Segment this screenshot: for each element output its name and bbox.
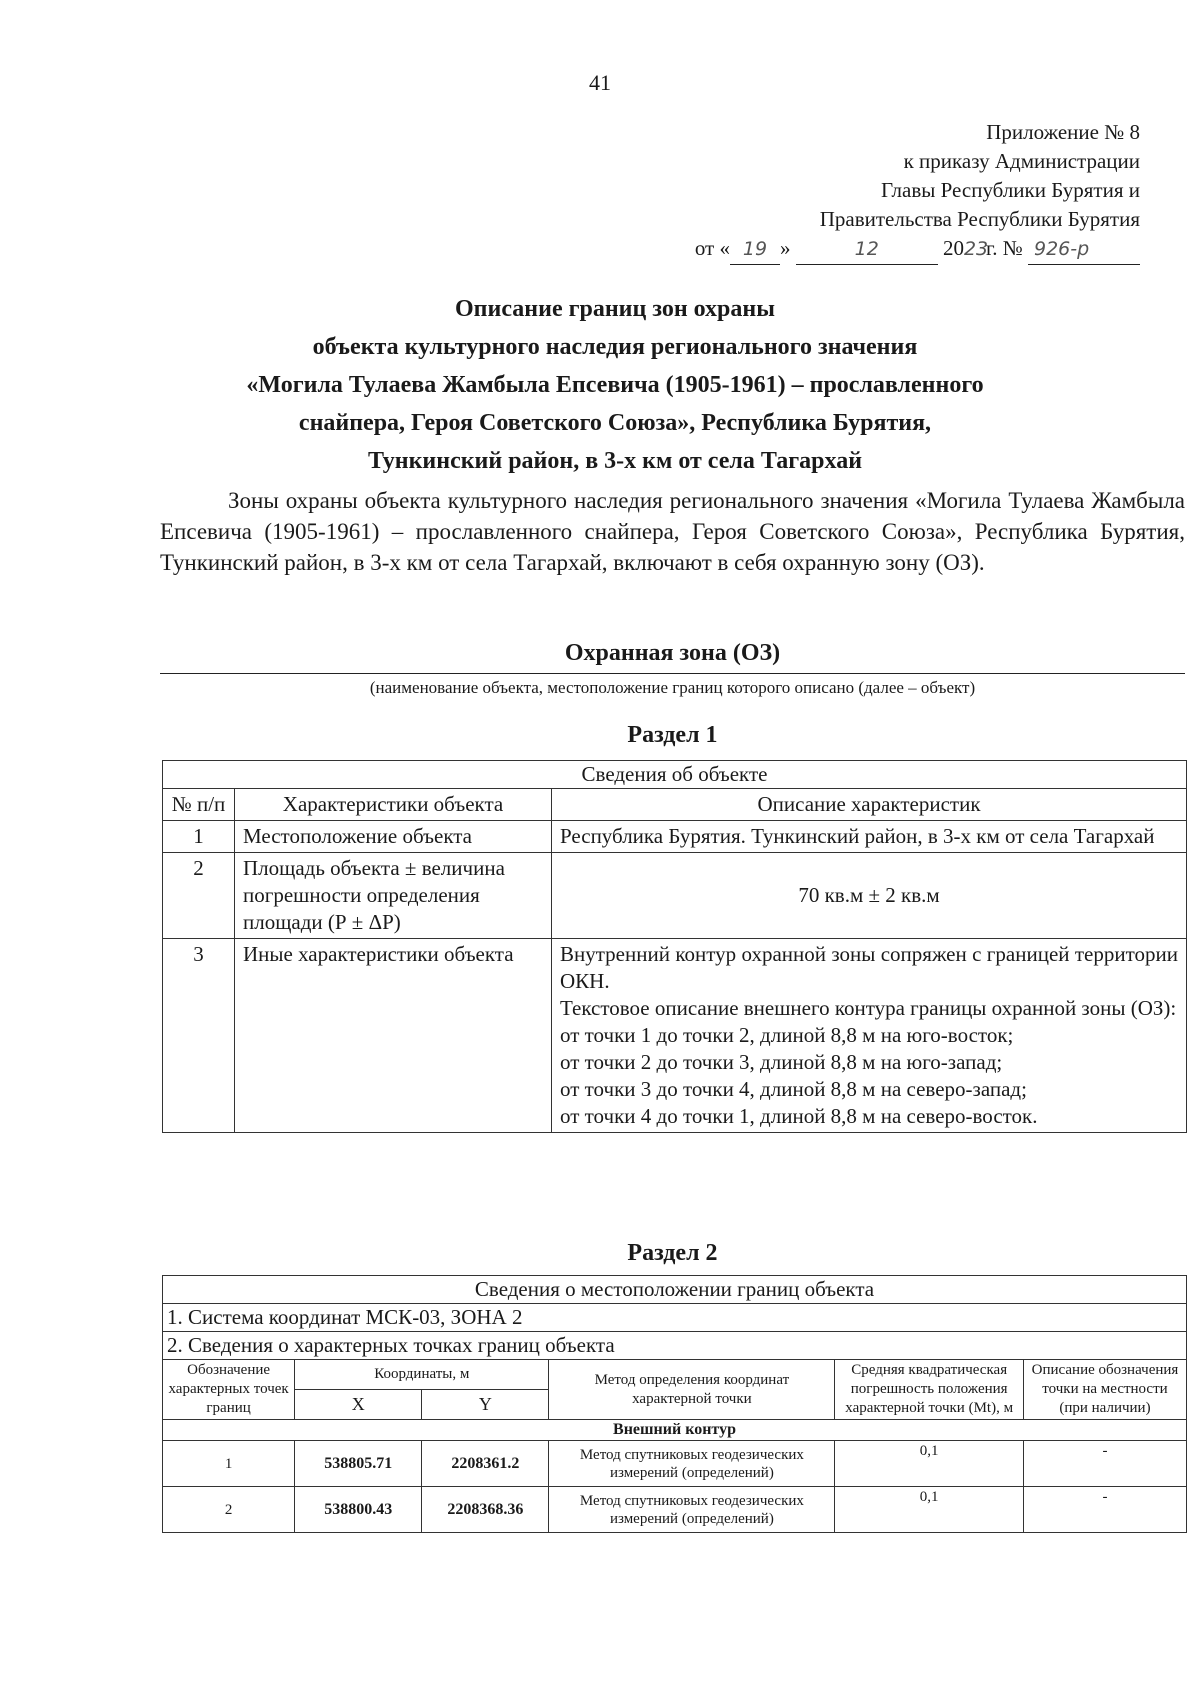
value-line: от точки 3 до точки 4, длиной 8,8 м на северо-запад; [560, 1077, 1027, 1101]
table-row [163, 853, 1187, 939]
intro-paragraph [160, 485, 1185, 578]
point-description: - [1023, 1487, 1186, 1533]
point-y: 2208361.2 [422, 1441, 549, 1487]
point-x: 538805.71 [295, 1441, 422, 1487]
header-error: Средняя квадратическая погрешность положения характерной точки (Mt), м [835, 1360, 1024, 1420]
point-method: Метод спутниковых геодезических измерений (определений) [549, 1487, 835, 1533]
section1-title: Раздел 1 [627, 722, 718, 748]
page-number: 41 [589, 70, 611, 95]
point-y: 2208368.36 [422, 1487, 549, 1533]
handwritten-year: 23 [963, 238, 989, 260]
coordinate-system: 1. Система координат МСК-03, ЗОНА 2 [163, 1304, 1187, 1332]
title-line: Тункинский район, в 3-х км от села Тагархай [367, 448, 863, 474]
section1-table [162, 760, 1187, 1133]
row-num: 2 [163, 853, 235, 939]
table-row [163, 1441, 1187, 1487]
handwritten-day: 19 [730, 235, 780, 265]
appendix-line: Приложение № 8 [986, 120, 1140, 144]
appendix-line: к приказу Администрации [903, 149, 1140, 173]
points-caption: 2. Сведения о характерных точках границ объекта [163, 1332, 1187, 1360]
header-designation: Обозначение характерных точек границ [163, 1360, 295, 1420]
title-line: Описание границ зон охраны [455, 296, 775, 322]
row-num: 1 [163, 821, 235, 853]
zone-underline [160, 673, 1185, 674]
value-line: от точки 2 до точки 3, длиной 8,8 м на юго-запад; [560, 1050, 1003, 1074]
handwritten-order-number: 926-р [1028, 235, 1140, 265]
order-year-suffix: г. № [985, 236, 1023, 260]
section2-caption: Сведения о местоположении границ объекта [163, 1276, 1187, 1304]
appendix-line: Главы Республики Бурятия и [881, 178, 1140, 202]
point-id: 1 [163, 1441, 295, 1487]
row-name: Иные характеристики объекта [235, 939, 552, 1133]
value-line: Текстовое описание внешнего контура границы охранной зоны (ОЗ): [560, 996, 1177, 1020]
order-from: от « [694, 236, 730, 260]
section2-table [162, 1275, 1187, 1533]
row-value: 70 кв.м ± 2 кв.м [552, 853, 1187, 939]
title-line: «Могила Тулаева Жамбыла Епсевича (1905-1961) – прославленного [246, 372, 984, 398]
header-description: Описание характеристик [552, 789, 1187, 821]
section2-title: Раздел 2 [627, 1240, 718, 1266]
intro-text: Зоны охраны объекта культурного наследия регионального значения «Могила Тулаева Жамбыла Епсевича (1905-1961) – прославленного снайпера, Героя Советского Союза», Республика Бурятия, Тункинский район, в 3-х км от села Тагархай, включают в себя охранную зону (ОЗ). [160, 488, 1185, 575]
row-num: 3 [163, 939, 235, 1133]
point-error: 0,1 [835, 1487, 1024, 1533]
header-characteristic: Характеристики объекта [235, 789, 552, 821]
point-x: 538800.43 [295, 1487, 422, 1533]
handwritten-month: 12 [796, 235, 938, 265]
point-description: - [1023, 1441, 1186, 1487]
order-quote: » [779, 236, 791, 260]
point-id: 2 [163, 1487, 295, 1533]
order-year-prefix: 20 [942, 236, 964, 260]
order-date-line [695, 234, 1140, 265]
header-point-description: Описание обозначения точки на местности (при наличии) [1023, 1360, 1186, 1420]
section1-caption: Сведения об объекте [163, 761, 1187, 789]
document-title [140, 290, 1090, 480]
value-line: Внутренний контур охранной зоны сопряжен с границей территории ОКН. [560, 942, 1178, 993]
header-x: X [295, 1390, 422, 1420]
title-line: снайпера, Героя Советского Союза», Республика Бурятия, [298, 410, 932, 436]
header-method: Метод определения координат характерной точки [549, 1360, 835, 1420]
point-error: 0,1 [835, 1441, 1024, 1487]
point-method: Метод спутниковых геодезических измерений (определений) [549, 1441, 835, 1487]
zone-caption: (наименование объекта, местоположение границ которого описано (далее – объект) [369, 678, 976, 697]
appendix-header [695, 118, 1140, 265]
table-row [163, 1487, 1187, 1533]
header-y: Y [422, 1390, 549, 1420]
value-line: от точки 4 до точки 1, длиной 8,8 м на северо-восток. [560, 1104, 1038, 1128]
header-num: № п/п [163, 789, 235, 821]
row-name: Площадь объекта ± величина погрешности определения площади (Р ± ΔР) [235, 853, 552, 939]
row-value [552, 939, 1187, 1133]
zone-name: Охранная зона (ОЗ) [564, 640, 781, 666]
table-row [163, 821, 1187, 853]
row-name: Местоположение объекта [235, 821, 552, 853]
header-coordinates: Координаты, м [295, 1360, 549, 1390]
value-line: от точки 1 до точки 2, длиной 8,8 м на юго-восток; [560, 1023, 1014, 1047]
title-line: объекта культурного наследия регионального значения [312, 334, 918, 360]
table-row [163, 939, 1187, 1133]
appendix-line: Правительства Республики Бурятия [819, 207, 1140, 231]
contour-label: Внешний контур [163, 1420, 1187, 1441]
row-value: Республика Бурятия. Тункинский район, в 3-х км от села Тагархай [552, 821, 1187, 853]
